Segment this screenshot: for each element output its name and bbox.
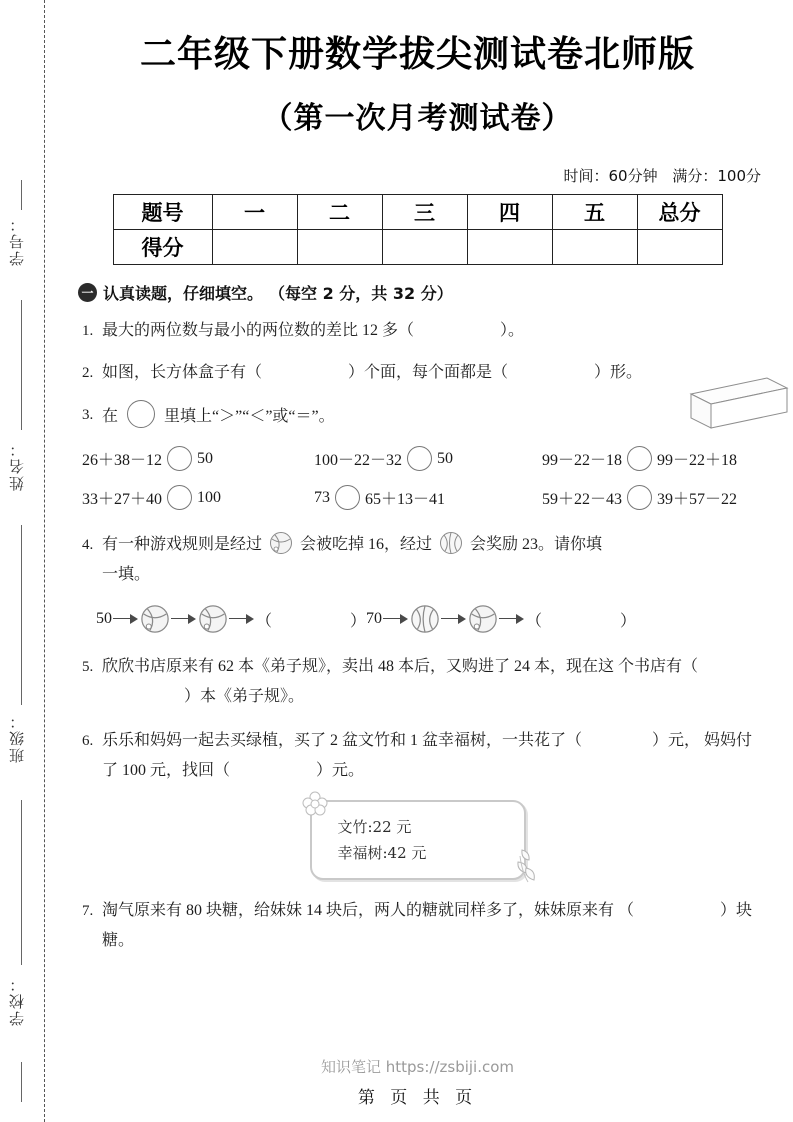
score-cell-1[interactable] bbox=[212, 230, 297, 265]
score-table-col-4: 四 bbox=[467, 195, 552, 230]
question-2-text-a: 如图，长方体盒子有（ bbox=[102, 364, 263, 382]
margin-tick bbox=[21, 800, 22, 965]
expr-right: 100 bbox=[197, 488, 222, 506]
score-table-col-3: 三 bbox=[382, 195, 467, 230]
score-table-col-total: 总分 bbox=[637, 195, 722, 230]
question-5-line-2-a: 个书店有（ bbox=[618, 658, 699, 676]
section-one-title: 认真读题，仔细填空。 bbox=[103, 284, 264, 304]
question-5-line-1: 欣欣书店原来有 62 本《弟子规》，卖出 48 本后，又购进了 24 本，现在这 bbox=[102, 658, 615, 676]
comparison-circle[interactable] bbox=[407, 446, 432, 471]
page-subtitle: （第一次月考测试卷） bbox=[262, 101, 573, 137]
flower-icon bbox=[300, 789, 330, 819]
question-number: 3. bbox=[82, 407, 94, 424]
expr-left: 59＋22－43 bbox=[542, 491, 623, 509]
question-6-line-2-a: 妈妈付了 100 元，找回（ bbox=[102, 732, 753, 780]
exam-paper bbox=[60, 0, 775, 1122]
question-4-text-a: 有一种游戏规则是经过 bbox=[102, 536, 263, 554]
question-2-text-b: ）个面，每个面都是（ bbox=[348, 364, 509, 382]
flow-diagram-1 bbox=[96, 604, 366, 634]
question-number: 1. bbox=[82, 323, 94, 340]
leaf-icon bbox=[504, 846, 538, 886]
basketball-icon bbox=[140, 604, 170, 634]
question-number: 2. bbox=[82, 365, 94, 382]
question-3 bbox=[82, 400, 762, 432]
comparison-item bbox=[82, 446, 314, 471]
score-cell-3[interactable] bbox=[382, 230, 467, 265]
exam-duration: 时间：60分钟 bbox=[563, 167, 658, 186]
volleyball-icon bbox=[439, 531, 463, 555]
comparison-circle[interactable] bbox=[627, 485, 652, 510]
expr-right: 99－22＋18 bbox=[657, 452, 738, 470]
page-title: 二年级下册数学拔尖测试卷北师版 bbox=[139, 34, 695, 75]
arrow-icon bbox=[383, 614, 409, 624]
section-number-badge: 一 bbox=[78, 283, 97, 302]
cut-dashed-line bbox=[44, 0, 45, 1122]
question-4-text-b: 会被吃掉 16，经过 bbox=[300, 536, 433, 554]
score-cell-total[interactable] bbox=[637, 230, 722, 265]
price-card bbox=[310, 800, 526, 880]
watermark-site: 知识笔记 https://zsbiji.com bbox=[320, 1058, 515, 1076]
expr-right: 39＋57－22 bbox=[657, 491, 738, 509]
arrow-icon bbox=[441, 614, 467, 624]
question-7-line-2-b: ）块糖。 bbox=[102, 902, 753, 950]
page-footer bbox=[60, 1056, 775, 1108]
question-6-line-2-b: ）元。 bbox=[316, 762, 365, 780]
price-item-1: 文竹:22 元 bbox=[337, 818, 412, 837]
question-3-prefix: 在 bbox=[102, 408, 119, 426]
score-cell-4[interactable] bbox=[467, 230, 552, 265]
exam-meta bbox=[60, 137, 775, 186]
comparison-item bbox=[542, 446, 754, 471]
section-one-heading bbox=[78, 281, 775, 304]
flow-start-value: 50 bbox=[96, 610, 112, 628]
margin-label-column bbox=[0, 0, 44, 1122]
comparison-circle[interactable] bbox=[335, 485, 360, 510]
comparison-item bbox=[314, 446, 542, 471]
flow-diagram-2 bbox=[366, 604, 636, 634]
price-item-2: 幸福树:42 元 bbox=[337, 844, 427, 863]
comparison-item bbox=[82, 485, 314, 510]
score-table-col-2: 二 bbox=[297, 195, 382, 230]
question-number: 7. bbox=[82, 903, 94, 920]
question-6-line-1-a: 乐乐和妈妈一起去买绿植，买了 2 盆文竹和 1 盆幸福树，一共花了（ bbox=[102, 732, 583, 750]
basketball-icon bbox=[269, 531, 293, 555]
comparison-row bbox=[82, 446, 754, 471]
question-number: 4. bbox=[82, 537, 94, 554]
comparison-row bbox=[82, 485, 754, 510]
question-7-line-2-a: （ bbox=[618, 902, 635, 920]
question-5 bbox=[82, 652, 762, 712]
flow-start-value: 70 bbox=[366, 610, 383, 628]
flow-answer-open: （ bbox=[526, 612, 543, 630]
question-2-text-c: ）形。 bbox=[594, 364, 643, 382]
score-cell-2[interactable] bbox=[297, 230, 382, 265]
expr-left: 100－22－32 bbox=[314, 452, 403, 470]
score-table-row-label-1: 题号 bbox=[113, 195, 212, 230]
comparison-circle[interactable] bbox=[627, 446, 652, 471]
question-7 bbox=[82, 896, 762, 956]
expr-left: 26＋38－12 bbox=[82, 452, 163, 470]
score-cell-5[interactable] bbox=[552, 230, 637, 265]
margin-label-name: 姓名： bbox=[8, 440, 26, 491]
comparison-circle[interactable] bbox=[127, 400, 155, 428]
question-2 bbox=[82, 358, 762, 388]
expr-right: 50 bbox=[197, 449, 214, 467]
question-6-line-1-b: ）元， bbox=[652, 732, 701, 750]
question-1 bbox=[82, 316, 762, 346]
comparison-item bbox=[542, 485, 754, 510]
expr-left: 99－22－18 bbox=[542, 452, 623, 470]
expr-left: 73 bbox=[314, 488, 330, 506]
price-card-container bbox=[60, 800, 775, 880]
table-row bbox=[113, 230, 722, 265]
arrow-icon bbox=[113, 614, 139, 624]
arrow-icon bbox=[171, 614, 197, 624]
question-4-text-d: 一填。 bbox=[102, 566, 151, 584]
score-table-col-1: 一 bbox=[212, 195, 297, 230]
question-6 bbox=[82, 726, 762, 786]
comparison-circle[interactable] bbox=[167, 485, 192, 510]
comparison-grid bbox=[82, 446, 754, 510]
margin-tick bbox=[21, 180, 22, 210]
question-4 bbox=[82, 530, 762, 590]
section-one-points: （每空 2 分，共 32 分） bbox=[269, 284, 453, 304]
question-number: 6. bbox=[82, 733, 94, 750]
game-flow-diagrams bbox=[96, 604, 775, 634]
question-number: 5. bbox=[82, 659, 94, 676]
comparison-item bbox=[314, 485, 542, 510]
page-number-label: 第 页 共 页 bbox=[357, 1088, 478, 1108]
exam-full-score: 满分：100分 bbox=[672, 167, 761, 186]
margin-label-student-id: 学号： bbox=[8, 215, 26, 266]
question-4-text-c: 会奖励 23。请你填 bbox=[470, 536, 603, 554]
score-table-col-5: 五 bbox=[552, 195, 637, 230]
arrow-icon bbox=[229, 614, 255, 624]
margin-tick bbox=[21, 1062, 22, 1102]
margin-tick bbox=[21, 300, 22, 430]
margin-tick bbox=[21, 525, 22, 705]
question-5-line-2-b: ）本《弟子规》。 bbox=[184, 688, 305, 706]
score-table-row-label-2: 得分 bbox=[113, 230, 212, 265]
margin-label-school: 学校： bbox=[8, 975, 26, 1026]
margin-label-class: 班级： bbox=[8, 712, 26, 763]
expr-right: 50 bbox=[437, 449, 454, 467]
basketball-icon bbox=[198, 604, 228, 634]
table-row bbox=[113, 195, 722, 230]
arrow-icon bbox=[499, 614, 525, 624]
basketball-icon bbox=[468, 604, 498, 634]
flow-answer-close: ） bbox=[350, 612, 367, 630]
flow-answer-close: ） bbox=[620, 612, 637, 630]
flow-answer-open: （ bbox=[256, 612, 273, 630]
comparison-circle[interactable] bbox=[167, 446, 192, 471]
volleyball-icon bbox=[410, 604, 440, 634]
question-3-suffix: 里填上“＞”“＜”或“＝”。 bbox=[164, 408, 335, 426]
question-1-text-b: ）。 bbox=[500, 322, 525, 340]
question-7-line-1: 淘气原来有 80 块糖，给妹妹 14 块后，两人的糖就同样多了，妹妹原来有 bbox=[102, 902, 615, 920]
expr-right: 65＋13－41 bbox=[365, 491, 446, 509]
score-table bbox=[113, 194, 723, 265]
question-1-text-a: 最大的两位数与最小的两位数的差比 12 多（ bbox=[102, 322, 415, 340]
expr-left: 33＋27＋40 bbox=[82, 491, 163, 509]
